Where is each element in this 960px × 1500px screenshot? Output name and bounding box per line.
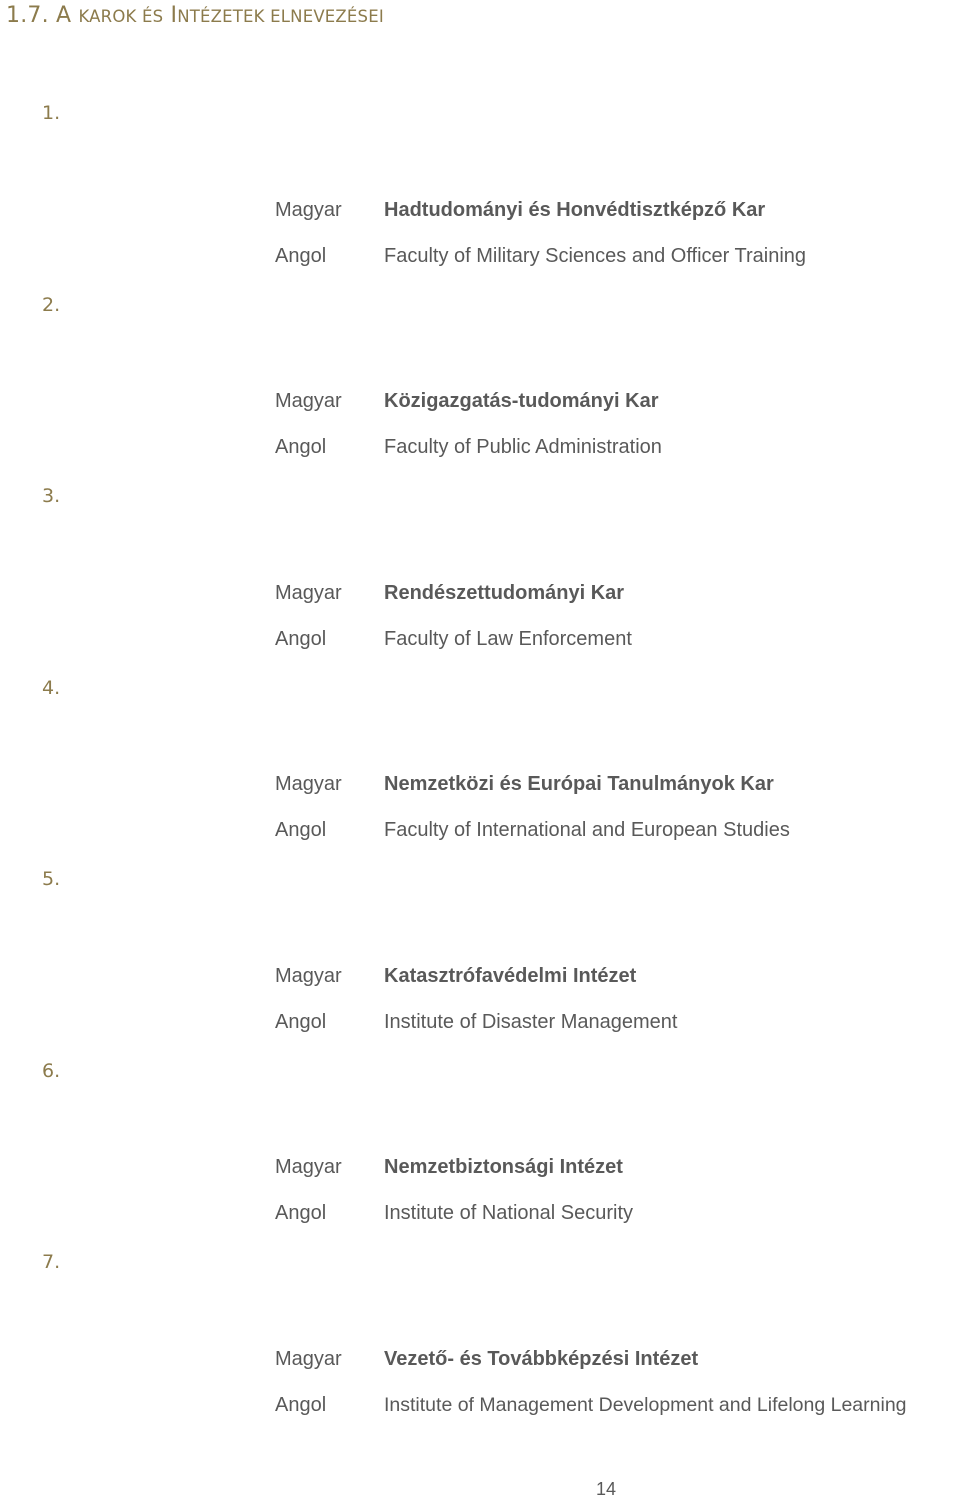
label-hungarian: Magyar xyxy=(275,965,342,987)
name-hungarian: Nemzetbiztonsági Intézet xyxy=(384,1156,623,1178)
label-hungarian: Magyar xyxy=(275,199,342,221)
name-hungarian: Rendészettudományi Kar xyxy=(384,582,625,604)
section-heading: 1.7. A KAROK ÉS INTÉZETEK ELNEVEZÉSEI xyxy=(6,3,384,28)
label-english: Angol xyxy=(275,245,327,267)
entry-number: 6. xyxy=(42,1060,61,1082)
entry-number: 3. xyxy=(42,485,61,507)
name-english: Institute of Management Development and Lifelong Learning xyxy=(384,1394,907,1416)
name-hungarian: Vezető- és Továbbképzési Intézet xyxy=(384,1348,699,1370)
label-english: Angol xyxy=(275,1011,327,1033)
name-english: Faculty of Law Enforcement xyxy=(384,628,632,650)
name-english: Institute of Disaster Management xyxy=(384,1011,678,1033)
label-english: Angol xyxy=(275,628,327,650)
entry-number: 1. xyxy=(42,102,61,124)
name-hungarian: Közigazgatás-tudományi Kar xyxy=(384,390,659,412)
label-hungarian: Magyar xyxy=(275,1156,342,1178)
label-hungarian: Magyar xyxy=(275,390,342,412)
name-english: Faculty of International and European Studies xyxy=(384,819,790,841)
label-english: Angol xyxy=(275,436,327,458)
page-number: 14 xyxy=(595,1479,617,1499)
label-english: Angol xyxy=(275,819,327,841)
name-english: Institute of National Security xyxy=(384,1202,634,1224)
name-hungarian: Nemzetközi és Európai Tanulmányok Kar xyxy=(384,773,774,795)
entry-number: 5. xyxy=(42,868,61,890)
label-english: Angol xyxy=(275,1394,327,1416)
label-hungarian: Magyar xyxy=(275,773,342,795)
label-hungarian: Magyar xyxy=(275,1348,342,1370)
name-hungarian: Hadtudományi és Honvédtisztképző Kar xyxy=(384,199,766,221)
entry-number: 4. xyxy=(42,677,61,699)
name-hungarian: Katasztrófavédelmi Intézet xyxy=(384,965,637,987)
label-hungarian: Magyar xyxy=(275,582,342,604)
name-english: Faculty of Military Sciences and Officer Training xyxy=(384,245,807,267)
section-number: 1.7. xyxy=(6,3,49,28)
label-english: Angol xyxy=(275,1202,327,1224)
entry-number: 7. xyxy=(42,1251,61,1273)
entry-number: 2. xyxy=(42,294,61,316)
name-english: Faculty of Public Administration xyxy=(384,436,662,458)
